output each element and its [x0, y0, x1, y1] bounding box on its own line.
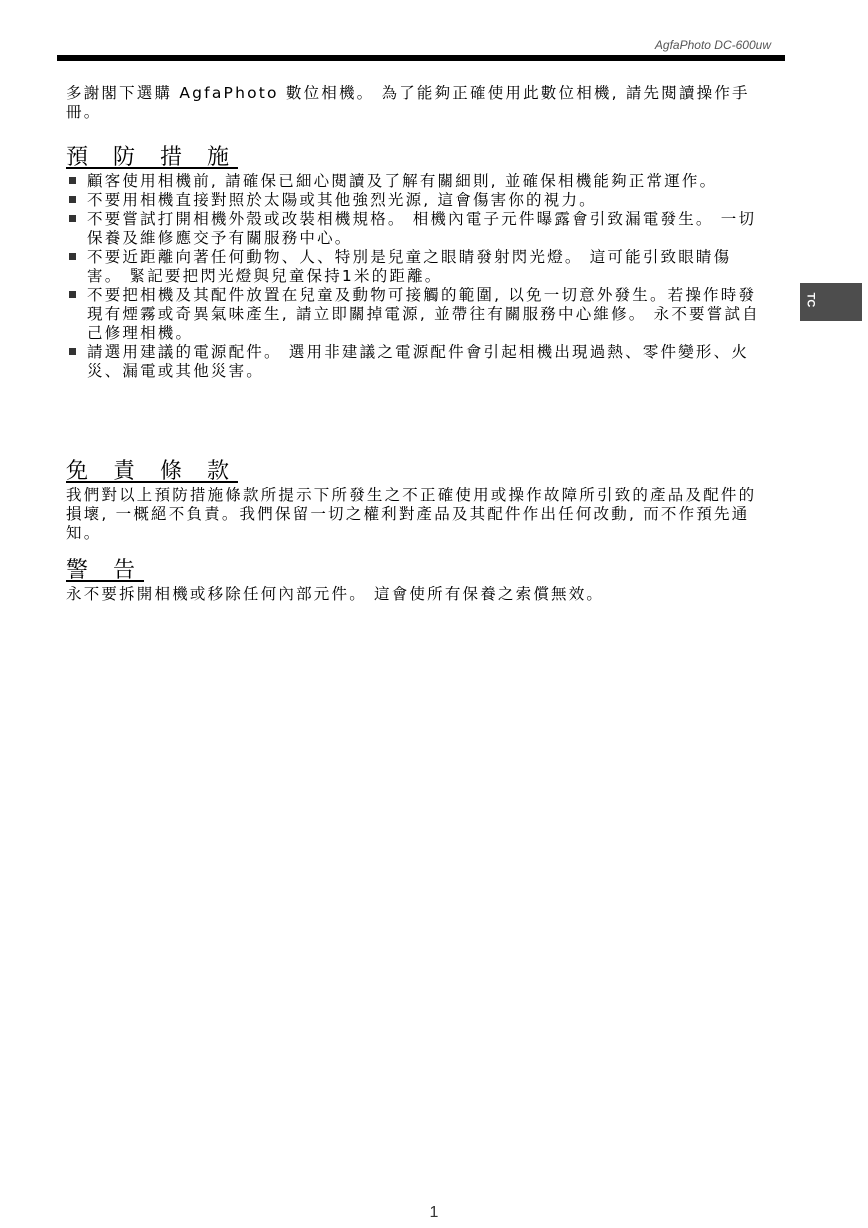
page-number: 1: [429, 1204, 439, 1221]
list-item-text: 不要嘗試打開相機外殼或改裝相機規格。 相機內電子元件曝露會引致漏電發生。 一切保養及維修應交予有關服務中心。: [87, 210, 757, 247]
list-item: [66, 343, 766, 381]
bullet-square-icon: [69, 253, 76, 260]
intro-paragraph: 多謝閣下選購 AgfaPhoto 數位相機。 為了能夠正確使用此數位相機, 請先閱讀操作手冊。: [66, 84, 750, 121]
list-item: [66, 172, 766, 191]
bullet-square-icon: [69, 177, 76, 184]
list-item: [66, 286, 766, 343]
page-content: [66, 84, 766, 604]
bullet-square-icon: [69, 215, 76, 222]
bullet-square-icon: [69, 348, 76, 355]
precautions-list: [66, 172, 766, 381]
list-item-text: 請選用建議的電源配件。 選用非建議之電源配件會引起相機出現過熱、零件變形、火災、漏電或其他災害。: [87, 343, 750, 380]
list-item: [66, 210, 766, 248]
list-item-text: 不要用相機直接對照於太陽或其他強烈光源, 這會傷害你的視力。: [87, 191, 597, 209]
bullet-square-icon: [69, 196, 76, 203]
precautions-heading: 預 防 措 施: [66, 145, 238, 170]
disclaimer-heading: 免 責 條 款: [66, 459, 238, 484]
list-item-text: 顧客使用相機前, 請確保已細心閱讀及了解有關細則, 並確保相機能夠正常運作。: [87, 172, 718, 190]
language-tab: [800, 283, 862, 321]
bullet-square-icon: [69, 291, 76, 298]
header-rule: [57, 55, 785, 61]
warning-text: 永不要拆開相機或移除任何內部元件。 這會使所有保養之索償無效。: [66, 585, 605, 603]
model-name: AgfaPhoto DC-600uw: [654, 38, 771, 52]
language-tab-label: TC: [804, 292, 817, 308]
list-item-text: 不要把相機及其配件放置在兒童及動物可接觸的範圍, 以免一切意外發生。若操作時發現有煙霧或奇異氣味產生, 請立即關掉電源, 並帶往有關服務中心維修。 永不要嘗試自己修理相機。: [87, 286, 760, 342]
page-header: [57, 0, 785, 62]
list-item-text: 不要近距離向著任何動物、人、特別是兒童之眼睛發射閃光燈。 這可能引致眼睛傷害。 緊記要把閃光燈與兒童保持1米的距離。: [87, 248, 732, 285]
list-item: [66, 191, 766, 210]
disclaimer-text: 我們對以上預防措施條款所提示下所發生之不正確使用或操作故障所引致的產品及配件的損壞, 一概絕不負責。我們保留一切之權利對產品及其配件作出任何改動, 而不作預先通知。: [66, 486, 757, 542]
warning-heading: 警 告: [66, 558, 144, 583]
list-item: [66, 248, 766, 286]
